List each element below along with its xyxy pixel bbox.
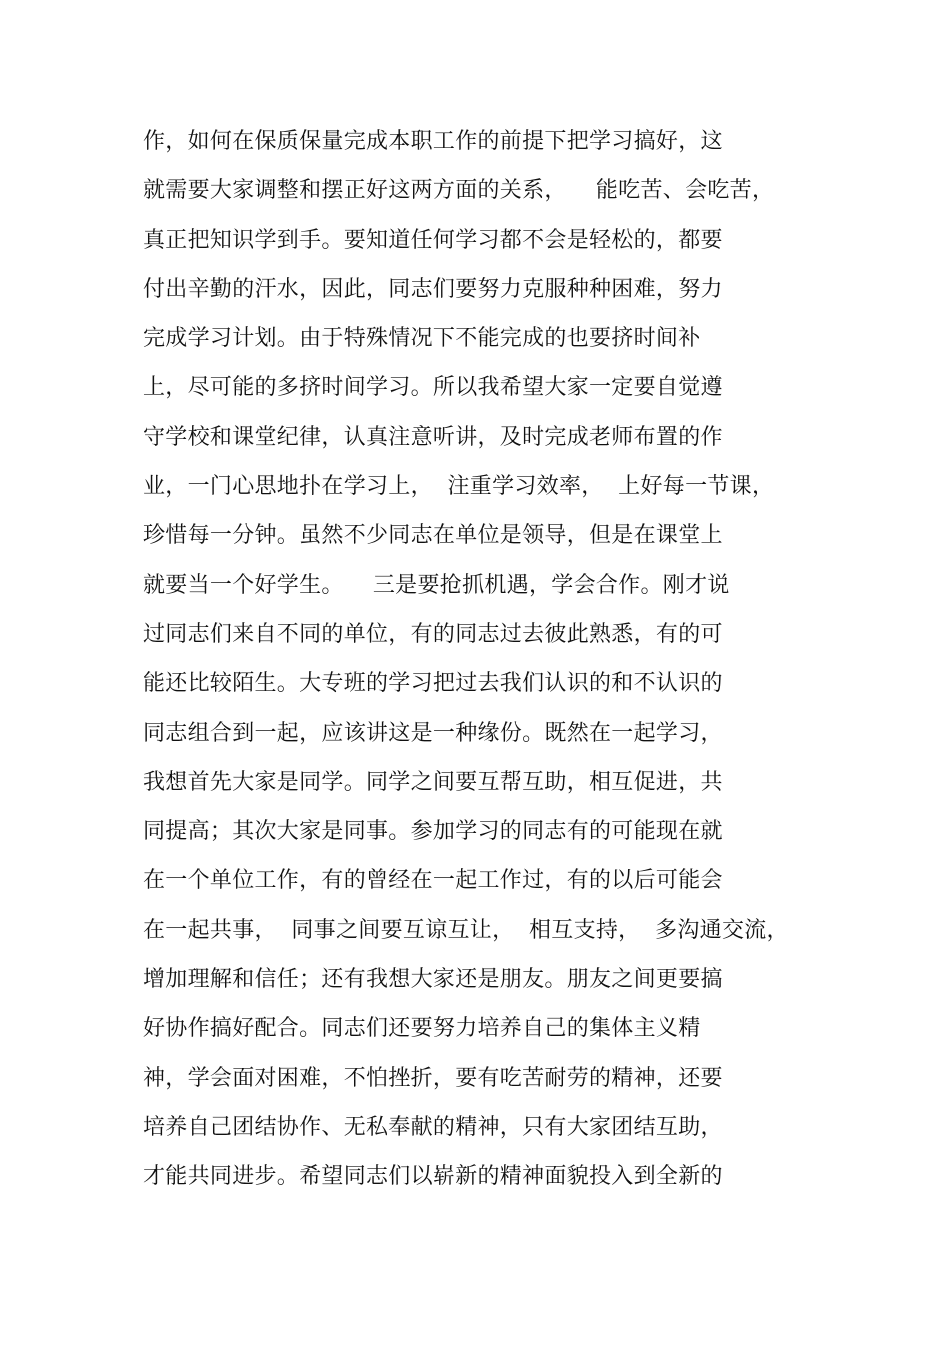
- text-line: 就需要大家调整和摆正好这两方面的关系， 能吃苦、会吃苦，: [143, 178, 775, 204]
- text-line: 在一个单位工作，有的曾经在一起工作过，有的以后可能会: [143, 868, 723, 894]
- text-line: 神，学会面对困难，不怕挫折，要有吃苦耐劳的精神，还要: [143, 1065, 723, 1091]
- body-text: [143, 122, 843, 1207]
- text-line: 业，一门心思地扑在学习上， 注重学习效率， 上好每一节课，: [143, 474, 775, 500]
- text-line: 增加理解和信任；还有我想大家还是朋友。朋友之间更要搞: [143, 967, 723, 993]
- text-line: 守学校和课堂纪律，认真注意听讲，及时完成老师布置的作: [143, 424, 723, 450]
- text-line: 真正把知识学到手。要知道任何学习都不会是轻松的，都要: [143, 227, 723, 253]
- text-line: 我想首先大家是同学。同学之间要互帮互助，相互促进，共: [143, 769, 723, 795]
- text-line: 才能共同进步。希望同志们以崭新的精神面貌投入到全新的: [143, 1164, 723, 1190]
- text-line: 能还比较陌生。大专班的学习把过去我们认识的和不认识的: [143, 671, 723, 697]
- text-line: 在一起共事， 同事之间要互谅互让， 相互支持， 多沟通交流，: [143, 917, 789, 943]
- text-line: 上，尽可能的多挤时间学习。所以我希望大家一定要自觉遵: [143, 375, 723, 401]
- text-line: 作，如何在保质保量完成本职工作的前提下把学习搞好，这: [143, 129, 723, 154]
- text-line: 培养自己团结协作、无私奉献的精神，只有大家团结互助，: [143, 1114, 723, 1140]
- text-line: 就要当一个好学生。 三是要抢抓机遇，学会合作。刚才说: [143, 572, 730, 598]
- text-line: 珍惜每一分钟。虽然不少同志在单位是领导，但是在课堂上: [143, 523, 723, 549]
- text-line: 同志组合到一起，应该讲这是一种缘份。既然在一起学习，: [143, 720, 723, 746]
- text-line: 好协作搞好配合。同志们还要努力培养自己的集体主义精: [143, 1016, 701, 1042]
- text-line: 完成学习计划。由于特殊情况下不能完成的也要挤时间补: [143, 326, 701, 352]
- text-line: 同提高；其次大家是同事。参加学习的同志有的可能现在就: [143, 819, 723, 845]
- text-line: 过同志们来自不同的单位，有的同志过去彼此熟悉，有的可: [143, 621, 723, 647]
- text-line: 付出辛勤的汗水，因此，同志们要努力克服种种困难，努力: [143, 276, 723, 302]
